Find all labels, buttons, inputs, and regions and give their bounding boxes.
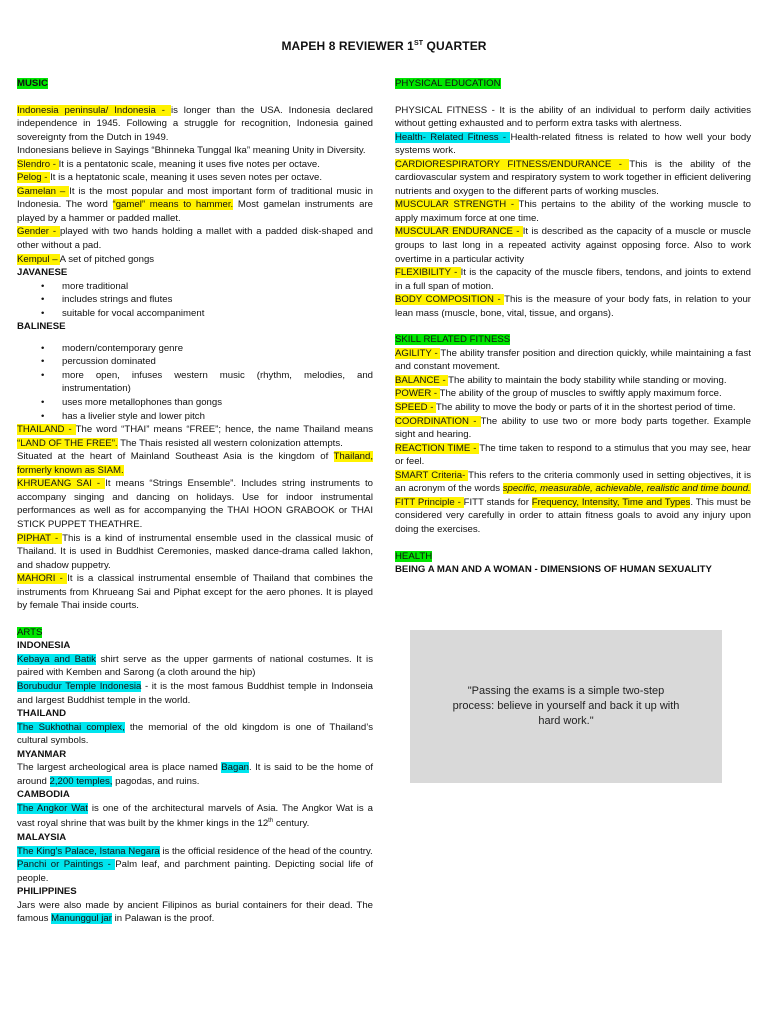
philippines-heading: PHILIPPINES <box>17 886 77 898</box>
smart-paragraph: SMART Criteria- This refers to the criteria commonly used in setting objectives, it is an acronym of the words specific, measurable, achievable, realistic and time bound. <box>395 469 751 495</box>
agility-paragraph: AGILITY - The ability transfer position and direction quickly, while maintaining a fast and constant movement. <box>395 347 751 373</box>
health-subheading: BEING A MAN AND A WOMAN - DIMENSIONS OF HUMAN SEXUALITY <box>395 564 712 576</box>
cambodia-heading: CAMBODIA <box>17 789 70 801</box>
balinese-heading: BALINESE <box>17 321 66 333</box>
thailand-paragraph: THAILAND - The word “THAI” means “FREE”; hence, the name Thailand means “LAND OF THE FREE”. The Thais resisted all western colonization attempts. <box>17 424 373 449</box>
myanmar-heading: MYANMAR <box>17 748 67 760</box>
borobudur-paragraph: Borubudur Temple Indonesia - it is the most famous Buddhist temple in Indonseia and largest Buddhist temple in the world. <box>17 680 373 706</box>
panchi-paragraph: Panchi or Paintings - Palm leaf, and parchment painting. Depicting social life of people. <box>17 859 373 884</box>
gender-paragraph: Gender - played with two hands holding a mallet with a padded disk-shaped and other without a pad. <box>17 226 373 252</box>
malaysia-heading: MALAYSIA <box>17 832 67 844</box>
piphat-paragraph: PIPHAT - This is a kind of instrumental ensemble used in the classical music of Thailand. It is used in Buddhist Ceremonies, masked dance-drama called lakhon, and shadow puppetry. <box>17 532 373 571</box>
khrueang-paragraph: KHRUEANG SAI - It means “Strings Ensemble”. Includes string instruments to accompany singing and dancing on holidays. Use for indoor instrumental performances as well as for accompanying the THAI HOON GRABOOK or THAI STICK PUPPET THEATHRE. <box>17 478 374 530</box>
page-title: MAPEH 8 REVIEWER 1ST QUARTER <box>281 39 487 53</box>
endurance-paragraph: MUSCULAR ENDURANCE - It is described as the capacity of a muscle or muscle groups to last long in a repeated activity against opposing force. Also to work overtime in a particular activity <box>395 226 751 265</box>
javanese-list <box>17 280 373 321</box>
quote-box <box>410 630 722 783</box>
health-heading: HEALTH <box>395 550 433 562</box>
fitt-paragraph: FITT Principle - FITT stands for Frequency, Intensity, Time and Types. This must be considered very carefully in order to attain fitness goals to avoid any injury upon doing the exercises. <box>395 496 752 535</box>
health-related-paragraph: Health- Related Fitness - Health-related fitness is related to how well your body systems work. <box>395 131 752 157</box>
gamelan-paragraph: Gamelan – It is the most popular and most important form of traditional music in Indonesia. The word “gamel” means to hammer. Most gamelan instruments are played by a hammer or padded mallet. <box>17 185 373 224</box>
javanese-heading: JAVANESE <box>17 267 68 279</box>
right-column <box>395 77 751 577</box>
bagan-paragraph: The largest archeological area is place named Bagan. It is said to be the home of around 2,200 temples, pagodas, and ruins. <box>17 762 374 787</box>
skill-heading: SKILL RELATED FITNESS <box>395 334 511 346</box>
list-item: • suitable for vocal accompaniment <box>62 307 373 321</box>
sukhothai-paragraph: The Sukhothai complex, the memorial of the old kingdom is one of Thailand’s cultural symbols. <box>17 721 373 747</box>
reaction-paragraph: REACTION TIME - The time taken to respond to a stimulus that you may see, hear or feel. <box>395 442 751 468</box>
power-paragraph: POWER - The ability of the group of muscles to swiftly apply maximum force. <box>395 388 722 400</box>
quote-text: "Passing the exams is a simple two-step process: believe in yourself and back it up with hard work." <box>452 685 680 727</box>
list-item: • uses more metallophones than gongs <box>62 396 373 410</box>
indonesia-heading: INDONESIA <box>17 640 71 652</box>
strength-paragraph: MUSCULAR STRENGTH - This pertains to the ability of the working muscle to apply maximum force at one time. <box>395 199 751 224</box>
mahori-paragraph: MAHORI - It is a classical instrumental ensemble of Thailand that combines the instruments from Khrueang Sai and Piphat except for the aero phones. It is played by female Thai inside courts. <box>17 573 373 612</box>
situated-paragraph: Situated at the heart of Mainland Southeast Asia is the kingdom of Thailand, formerly known as SIAM. <box>17 451 373 476</box>
music-heading: MUSIC <box>17 78 48 89</box>
body-composition-paragraph: BODY COMPOSITION - This is the measure of your body fats, in relation to your lean mass (muscle, bone, vital, tissue, and organs). <box>395 294 751 319</box>
balinese-list <box>17 342 373 423</box>
balance-paragraph: BALANCE - The ability to maintain the body stability while standing or moving. <box>395 374 727 386</box>
left-column <box>17 77 373 926</box>
cardio-paragraph: CARDIORESPIRATORY FITNESS/ENDURANCE - This is the ability of the cardiovascular system and respiratory system to work together in efficient delivering nutrients and oxygen to the different parts of working muscles. <box>395 158 751 197</box>
list-item: • has a livelier style and lower pitch <box>62 410 373 424</box>
list-item: • includes strings and flutes <box>62 293 373 307</box>
pe-heading: PHYSICAL EDUCATION <box>395 78 501 89</box>
physical-fitness-paragraph: PHYSICAL FITNESS - It is the ability of an individual to perform daily activities without getting exhausted and to perform extra tasks with alertness. <box>395 104 751 130</box>
list-item: • more traditional <box>62 280 373 294</box>
coordination-paragraph: COORDINATION - The ability to use two or more body parts together. Example sight and hearing. <box>395 415 751 441</box>
kebaya-paragraph: Kebaya and Batik shirt serve as the upper garments of national costumes. It is paired with Kemben and Sarong (a cloth around the hip) <box>17 653 373 679</box>
sayings-paragraph: Indonesians believe in Sayings “Bhinneka Tunggal Ika” meaning Unity in Diversity. <box>17 145 366 157</box>
jars-paragraph: Jars were also made by ancient Filipinos as burial containers for their dead. The famous Manunggul jar in Palawan is the proof. <box>17 899 373 925</box>
list-item: • modern/contemporary genre <box>62 342 373 356</box>
pelog-paragraph: Pelog - It is a heptatonic scale, meaning it uses seven notes per octave. <box>17 172 323 184</box>
palace-paragraph: The King’s Palace, Istana Negara is the official residence of the head of the country. <box>17 845 373 857</box>
indonesia-paragraph: Indonesia peninsula/ Indonesia - is longer than the USA. Indonesia declared independence in 1945. Following a struggle for recognition, Indonesia gained sovereignty from the Dutch in 1949. <box>17 104 374 143</box>
list-item: • more open, infuses western music (rhythm, melodies, and instrumentation) <box>62 369 373 396</box>
kempul-paragraph: Kempul – A set of pitched gongs <box>17 253 155 265</box>
arts-heading: ARTS <box>17 626 43 638</box>
flexibility-paragraph: FLEXIBILITY - It is the capacity of the muscle fibers, tendons, and joints to extend in a full span of motion. <box>395 267 751 292</box>
slendro-paragraph: Slendro - It is a pentatonic scale, meaning it uses five notes per octave. <box>17 158 320 170</box>
angkor-paragraph: The Angkor Wat is one of the architectural marvels of Asia. The Angkor Wat is a vast royal shrine that was built by the khmer kings in the 12th century. <box>17 802 373 830</box>
thailand-arts-heading: THAILAND <box>17 708 67 720</box>
list-item: • percussion dominated <box>62 355 373 369</box>
speed-paragraph: SPEED - The ability to move the body or parts of it in the shortest period of time. <box>395 402 736 414</box>
